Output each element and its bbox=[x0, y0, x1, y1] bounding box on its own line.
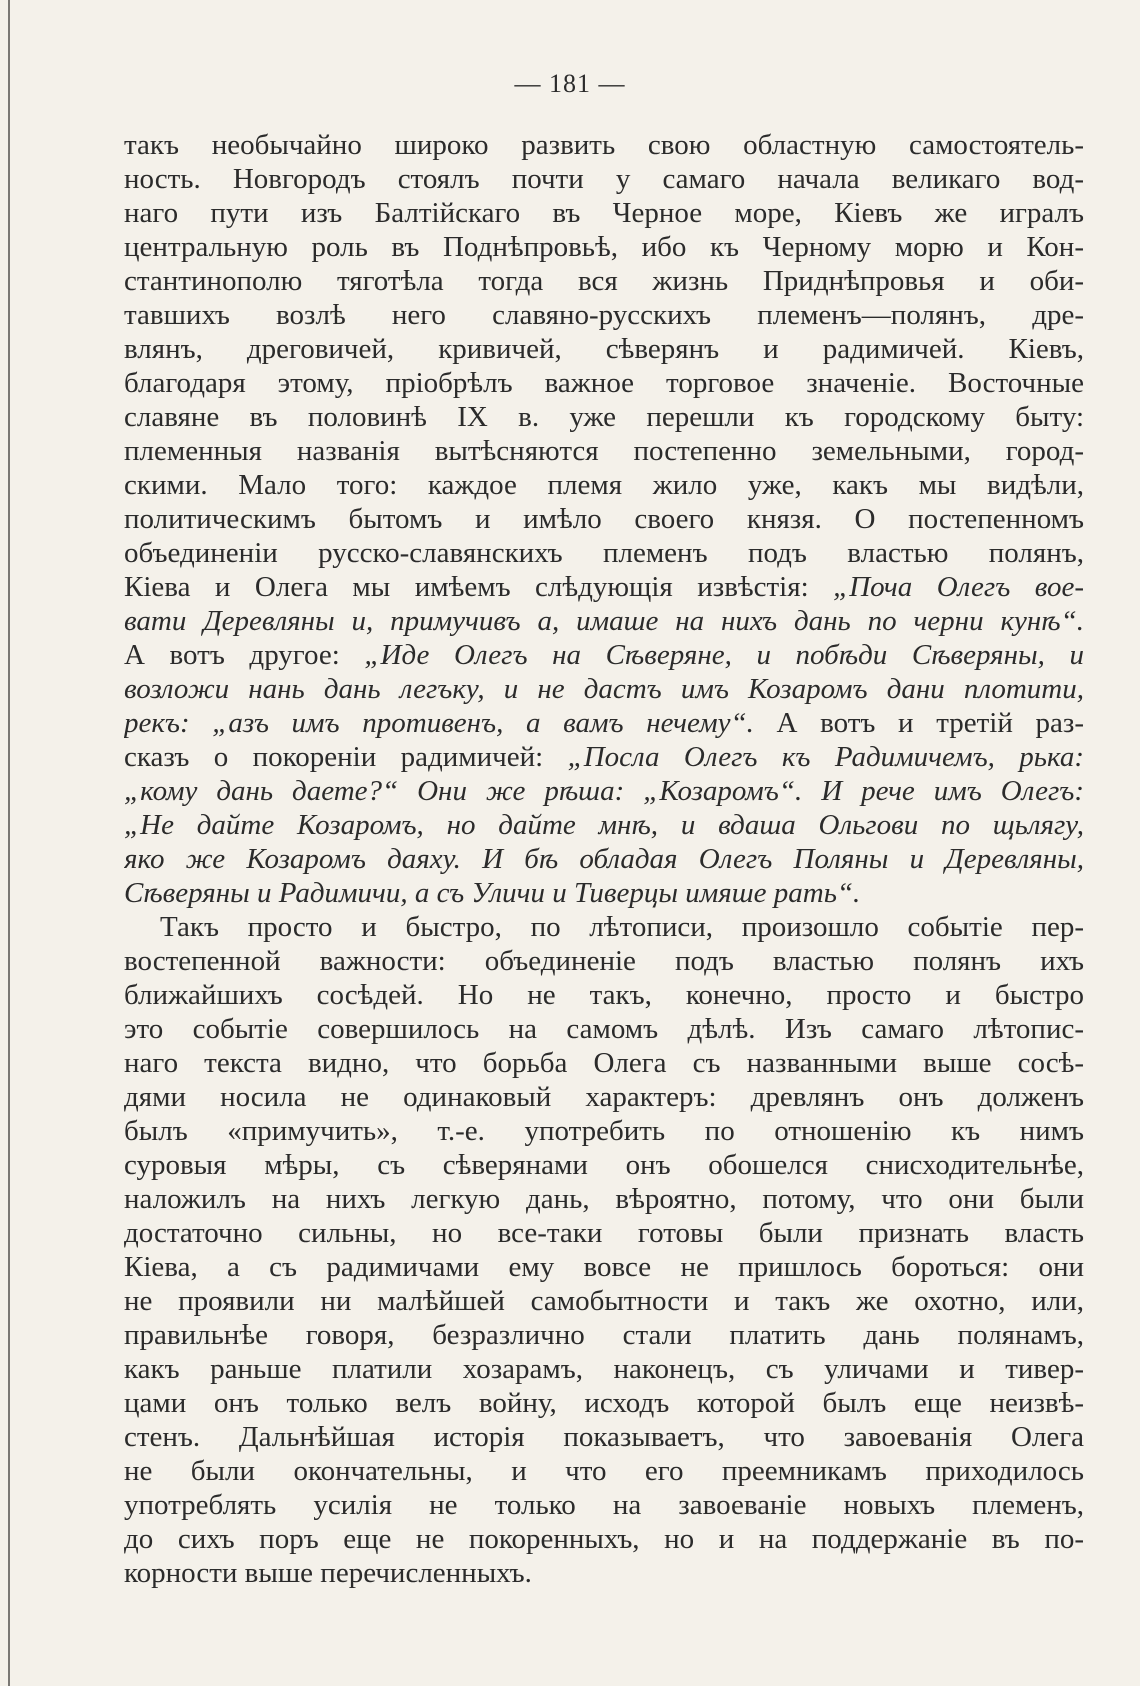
text-line bbox=[124, 1318, 1084, 1352]
text-line bbox=[124, 1216, 1084, 1250]
text-line bbox=[124, 1556, 1084, 1590]
scan-edge-line bbox=[8, 0, 10, 1686]
text-line bbox=[124, 434, 1084, 468]
text-line bbox=[124, 1250, 1084, 1284]
line-text: дями носила не одинаковый характеръ: древлянъ онъ долженъ bbox=[124, 1081, 1084, 1113]
line-text: корности выше перечисленныхъ. bbox=[124, 1557, 532, 1589]
text-line bbox=[124, 1080, 1084, 1114]
text-line bbox=[124, 1420, 1084, 1454]
text-line bbox=[124, 1046, 1084, 1080]
line-text: такъ необычайно широко развить свою областную самостоятель- bbox=[124, 129, 1084, 161]
text-line bbox=[124, 1148, 1084, 1182]
text-line bbox=[124, 740, 1084, 774]
line-text: объединеніи русско-славянскихъ племенъ подъ властью полянъ, bbox=[124, 537, 1084, 569]
line-text: цами онъ только велъ войну, исходъ которой былъ еще неизвѣ- bbox=[124, 1387, 1084, 1419]
text-line bbox=[124, 536, 1084, 570]
line-text: Кіева и Олега мы имѣемъ слѣдующія извѣстія: bbox=[124, 571, 834, 603]
line-text: центральную роль въ Поднѣпровьѣ, ибо къ Черному морю и Кон- bbox=[124, 231, 1084, 263]
chronicle-quote: „Иде Олегъ на Сѣверяне, и побѣди Сѣверяны, и bbox=[364, 639, 1084, 671]
line-text: тавшихъ возлѣ него славяно-русскихъ племенъ—полянъ, дре- bbox=[124, 299, 1084, 331]
line-text: до сихъ поръ еще не покоренныхъ, но и на поддержаніе въ по- bbox=[124, 1523, 1084, 1555]
text-line bbox=[124, 808, 1084, 842]
line-text: благодаря этому, пріобрѣлъ важное торговое значеніе. Восточные bbox=[124, 367, 1084, 399]
text-line bbox=[124, 876, 1084, 910]
chronicle-quote: вати Деревляны и, примучивъ а, имаше на нихъ дань по черни кунѣ“. bbox=[124, 605, 1084, 637]
line-text: политическимъ бытомъ и имѣло своего князя. О постепенномъ bbox=[124, 503, 1084, 535]
text-line bbox=[124, 604, 1084, 638]
line-text: скими. Мало того: каждое племя жило уже, какъ мы видѣли, bbox=[124, 469, 1084, 501]
line-text: наложилъ на нихъ легкую дань, вѣроятно, потому, что они были bbox=[124, 1183, 1084, 1215]
text-line bbox=[124, 910, 1084, 944]
text-line bbox=[124, 1386, 1084, 1420]
text-line bbox=[124, 672, 1084, 706]
chronicle-quote: Сѣверяны и Радимичи, а съ Уличи и Тиверцы имяше рать“. bbox=[124, 877, 861, 909]
line-text: былъ «примучить», т.-е. употребить по отношенію къ нимъ bbox=[124, 1115, 1084, 1147]
text-line bbox=[124, 706, 1084, 740]
line-text: суровыя мѣры, съ сѣверянами онъ обошелся снисходительнѣе, bbox=[124, 1149, 1084, 1181]
text-line bbox=[124, 366, 1084, 400]
line-text: ближайшихъ сосѣдей. Но не такъ, конечно, просто и быстро bbox=[124, 979, 1084, 1011]
line-text: не проявили ни малѣйшей самобытности и такъ же охотно, или, bbox=[124, 1285, 1084, 1317]
text-line bbox=[124, 230, 1084, 264]
line-text: стантинополю тяготѣла тогда вся жизнь Приднѣпровья и оби- bbox=[124, 265, 1084, 297]
text-line bbox=[124, 978, 1084, 1012]
chronicle-quote: „Поча Олегъ вое- bbox=[833, 571, 1084, 603]
line-text: наго текста видно, что борьба Олега съ названными выше сосѣ- bbox=[124, 1047, 1084, 1079]
line-text: не были окончательны, и что его преемникамъ приходилось bbox=[124, 1455, 1084, 1487]
line-text: это событіе совершилось на самомъ дѣлѣ. Изъ самаго лѣтопис- bbox=[124, 1013, 1084, 1045]
chronicle-quote: яко же Козаромъ даяху. И бѣ обладая Олегъ Поляны и Деревляны, bbox=[124, 843, 1084, 875]
line-text: А вотъ другое: bbox=[124, 639, 365, 671]
text-line bbox=[124, 1488, 1084, 1522]
chronicle-quote: рекъ: „азъ имъ противенъ, а вамъ нечему“. bbox=[124, 707, 754, 739]
text-line bbox=[124, 1352, 1084, 1386]
chronicle-quote: „Не дайте Козаромъ, но дайте мнѣ, и вдаша Ольгови по щьлягу, bbox=[124, 809, 1084, 841]
text-line bbox=[124, 1522, 1084, 1556]
page-number: — 181 — bbox=[514, 69, 626, 98]
line-text: употреблять усилія не только на завоеваніе новыхъ племенъ, bbox=[124, 1489, 1084, 1521]
text-line bbox=[124, 128, 1084, 162]
text-line bbox=[124, 298, 1084, 332]
line-text: А вотъ и третій раз- bbox=[753, 707, 1084, 739]
paragraph-2 bbox=[124, 910, 1084, 1590]
line-text: славяне въ половинѣ IX в. уже перешли къ городскому быту: bbox=[124, 401, 1084, 433]
text-line bbox=[124, 1454, 1084, 1488]
page-body bbox=[124, 128, 1084, 1590]
text-line bbox=[124, 1182, 1084, 1216]
text-line bbox=[124, 468, 1084, 502]
line-text: правильнѣе говоря, безразлично стали платить дань полянамъ, bbox=[124, 1319, 1084, 1351]
text-line bbox=[124, 570, 1084, 604]
text-line bbox=[124, 1284, 1084, 1318]
text-line bbox=[124, 196, 1084, 230]
line-text: стенъ. Дальнѣйшая исторія показываетъ, что завоеванія Олега bbox=[124, 1421, 1084, 1453]
text-line bbox=[124, 162, 1084, 196]
text-line bbox=[124, 400, 1084, 434]
text-line bbox=[124, 944, 1084, 978]
line-text: наго пути изъ Балтійскаго въ Черное море, Кіевъ же игралъ bbox=[124, 197, 1084, 229]
text-line bbox=[124, 502, 1084, 536]
line-text: Такъ просто и быстро, по лѣтописи, произошло событіе пер- bbox=[160, 911, 1084, 943]
line-text: достаточно сильны, но все-таки готовы были признать власть bbox=[124, 1217, 1084, 1249]
line-text: востепенной важности: объединеніе подъ властью полянъ ихъ bbox=[124, 945, 1084, 977]
text-line bbox=[124, 1114, 1084, 1148]
line-text: влянъ, дреговичей, кривичей, сѣверянъ и радимичей. Кіевъ, bbox=[124, 333, 1084, 365]
paragraph-1 bbox=[124, 128, 1084, 910]
line-text: сказъ о покореніи радимичей: bbox=[124, 741, 568, 773]
chronicle-quote: „кому дань даете?“ Они же рѣша: „Козаромъ“. И рече имъ Олегъ: bbox=[124, 775, 1084, 807]
text-line bbox=[124, 638, 1084, 672]
line-text: Кіева, а съ радимичами ему вовсе не пришлось бороться: они bbox=[124, 1251, 1084, 1283]
text-line bbox=[124, 264, 1084, 298]
text-line bbox=[124, 774, 1084, 808]
line-text: племенныя названія вытѣсняются постепенно земельными, город- bbox=[124, 435, 1084, 467]
line-text: ность. Новгородъ стоялъ почти у самаго начала великаго вод- bbox=[124, 163, 1084, 195]
line-text: какъ раньше платили хозарамъ, наконецъ, съ уличами и тивер- bbox=[124, 1353, 1084, 1385]
text-line bbox=[124, 332, 1084, 366]
chronicle-quote: возложи нань дань легъку, и не дастъ имъ Козаромъ дани плотити, bbox=[124, 673, 1084, 705]
text-line bbox=[124, 1012, 1084, 1046]
text-line bbox=[124, 842, 1084, 876]
chronicle-quote: „Посла Олегъ къ Радимичемъ, рька: bbox=[567, 741, 1084, 773]
